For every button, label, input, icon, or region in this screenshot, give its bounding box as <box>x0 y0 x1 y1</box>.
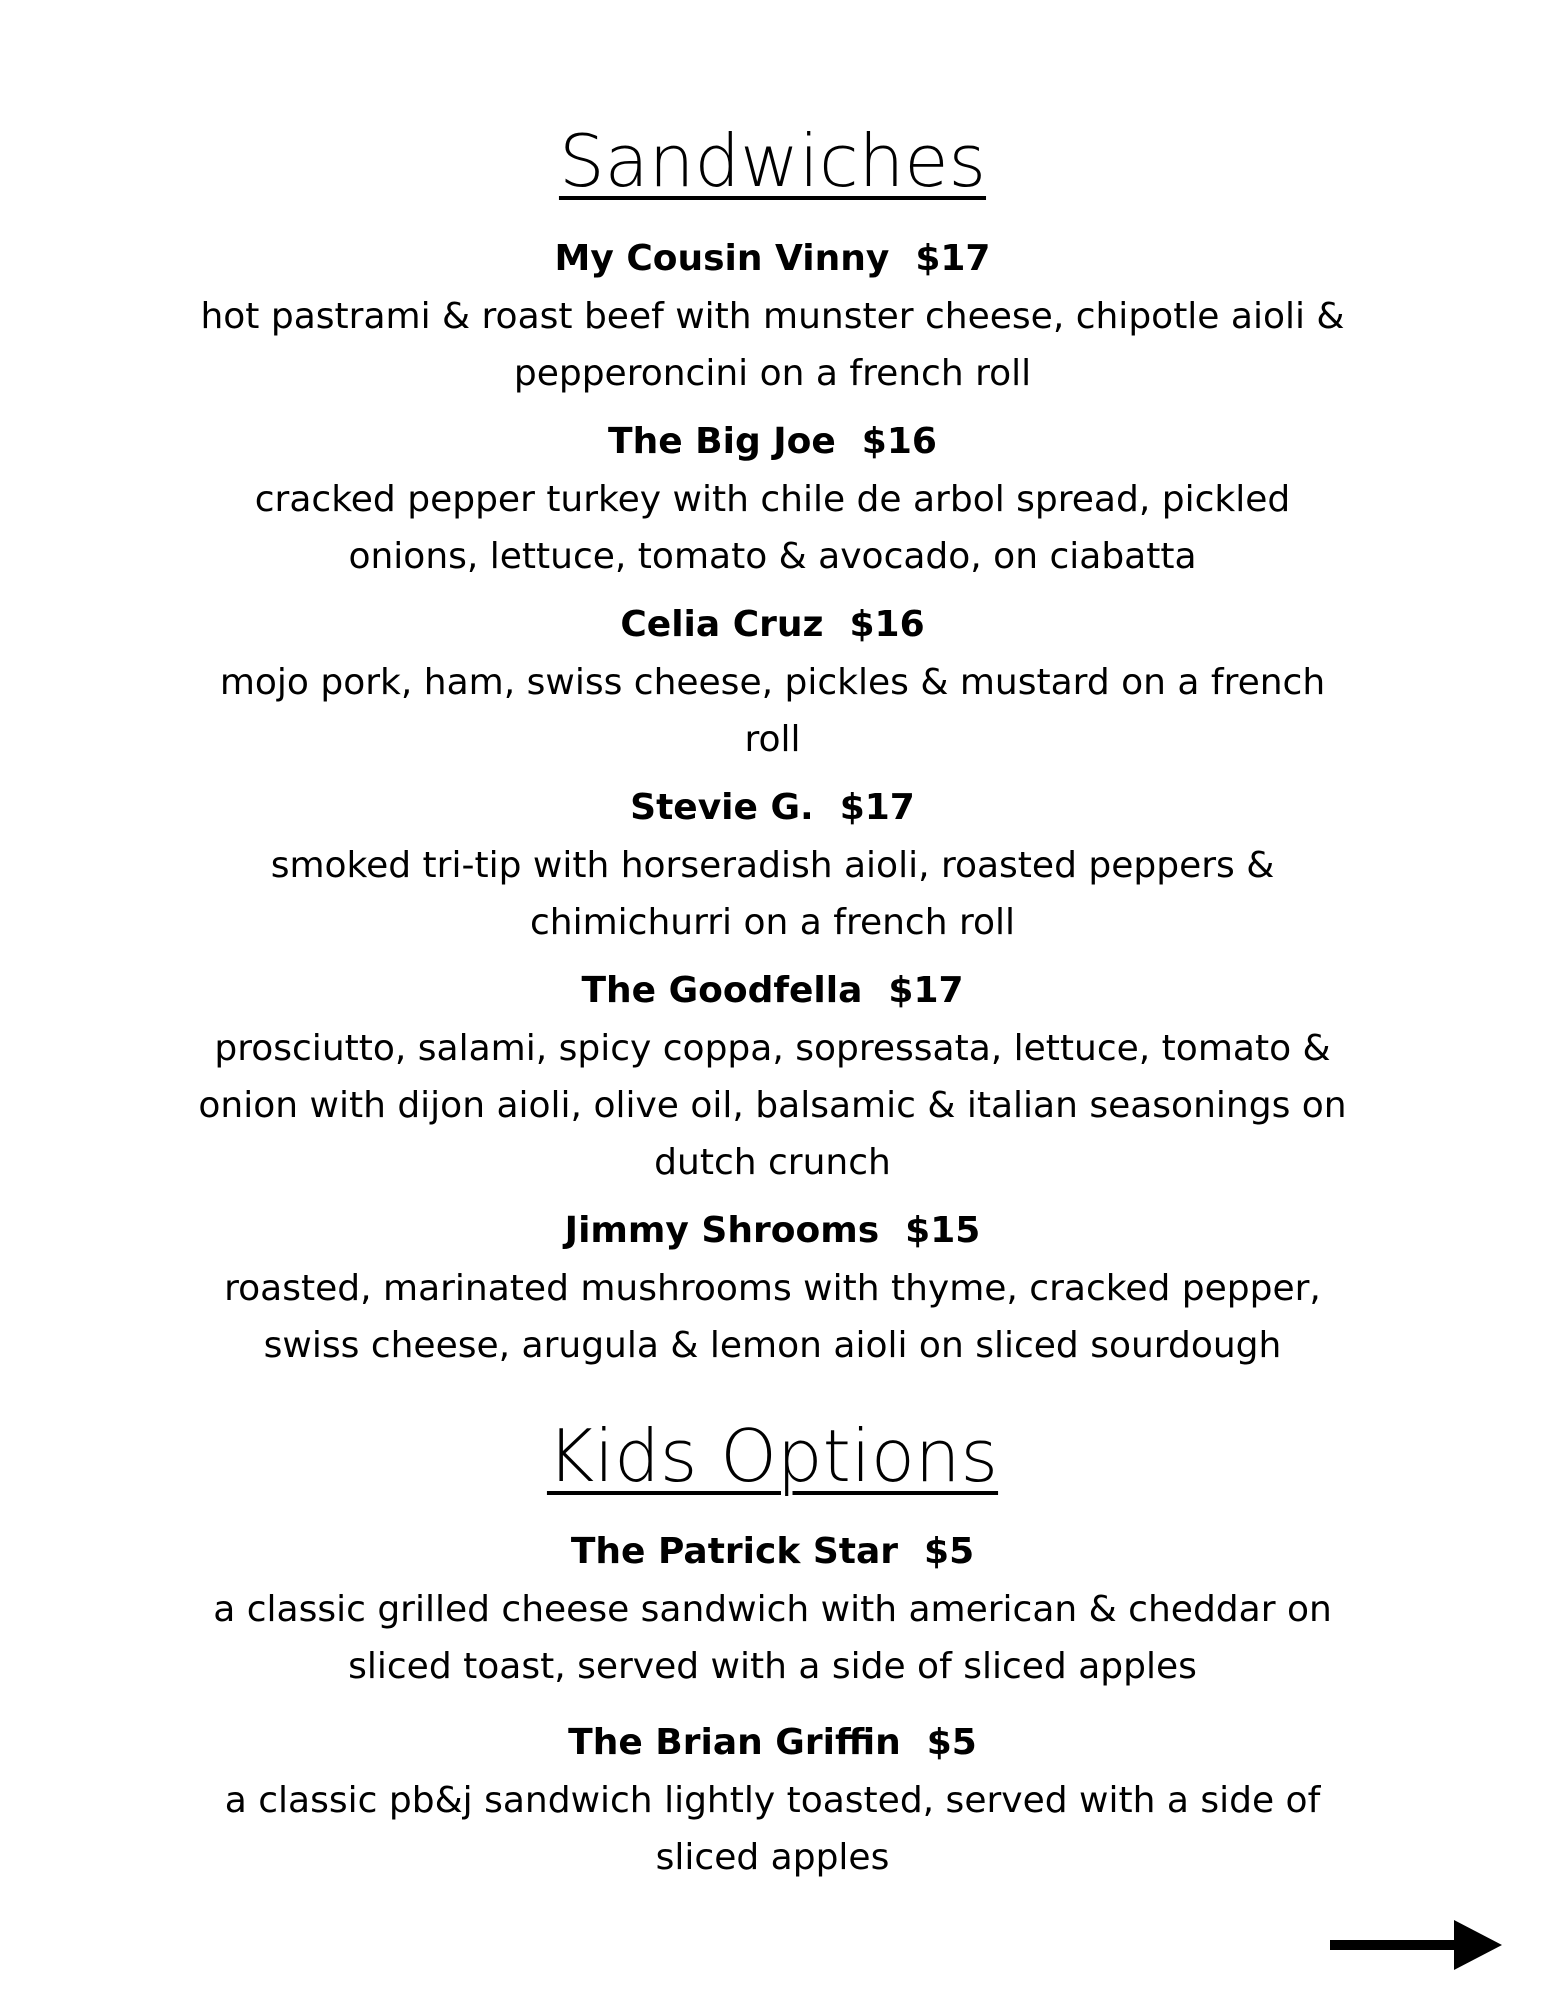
menu-item <box>190 969 1355 1191</box>
menu-item-price: $17 <box>915 238 991 279</box>
menu-item-name: Celia Cruz <box>620 604 824 645</box>
menu-item <box>190 420 1355 585</box>
menu-item-price: $5 <box>926 1722 977 1763</box>
menu-item <box>190 1209 1355 1374</box>
menu-item-heading <box>190 1209 1355 1252</box>
menu-item-heading <box>190 1721 1355 1764</box>
menu-item-name: The Goodfella <box>581 970 863 1011</box>
menu-item-price: $17 <box>888 970 964 1011</box>
menu-item-heading <box>190 969 1355 1012</box>
menu-item-price: $15 <box>905 1210 981 1251</box>
menu-item <box>190 1721 1355 1886</box>
menu-item <box>190 603 1355 768</box>
menu-item <box>190 1530 1355 1695</box>
menu-item-heading <box>190 237 1355 280</box>
menu-item-name: The Patrick Star <box>570 1531 899 1572</box>
kids-options-title: Kids Options <box>546 1414 999 1498</box>
menu-item-description: a classic pb&j sandwich lightly toasted, served with a side of sliced apples <box>224 1780 1321 1879</box>
menu-item-price: $16 <box>861 421 937 462</box>
menu-item-name: The Big Joe <box>608 421 836 462</box>
menu-item-heading <box>190 786 1355 829</box>
arrow-right-icon[interactable] <box>1330 1920 1502 1970</box>
menu-item-description: smoked tri-tip with horseradish aioli, roasted peppers & chimichurri on a french roll <box>270 845 1275 944</box>
menu-item-name: My Cousin Vinny <box>554 238 890 279</box>
menu-item <box>190 237 1355 402</box>
menu-item-price: $5 <box>924 1531 975 1572</box>
menu-item-description: hot pastrami & roast beef with munster cheese, chipotle aioli & pepperoncini on a french roll <box>200 296 1345 395</box>
menu-item <box>190 786 1355 951</box>
menu-item-name: Jimmy Shrooms <box>564 1210 880 1251</box>
menu-item-price: $16 <box>849 604 925 645</box>
menu-item-description: mojo pork, ham, swiss cheese, pickles & mustard on a french roll <box>219 662 1326 761</box>
sandwiches-title: Sandwiches <box>558 119 987 203</box>
menu-item-description: roasted, marinated mushrooms with thyme, cracked pepper, swiss cheese, arugula & lemon aioli on sliced sourdough <box>224 1268 1321 1367</box>
menu-item-description: prosciutto, salami, spicy coppa, sopressata, lettuce, tomato & onion with dijon aioli, olive oil, balsamic & italian seasonings on dutch crunch <box>198 1028 1347 1184</box>
menu-item-description: cracked pepper turkey with chile de arbol spread, pickled onions, lettuce, tomato & avocado, on ciabatta <box>254 479 1291 578</box>
menu-item-heading <box>190 420 1355 463</box>
menu-item-name: Stevie G. <box>630 787 814 828</box>
menu-item-price: $17 <box>839 787 915 828</box>
menu-item-heading <box>190 603 1355 646</box>
menu-item-heading <box>190 1530 1355 1573</box>
menu-item-name: The Brian Griffin <box>568 1722 901 1763</box>
menu-item-description: a classic grilled cheese sandwich with american & cheddar on sliced toast, served with a side of sliced apples <box>213 1589 1332 1688</box>
